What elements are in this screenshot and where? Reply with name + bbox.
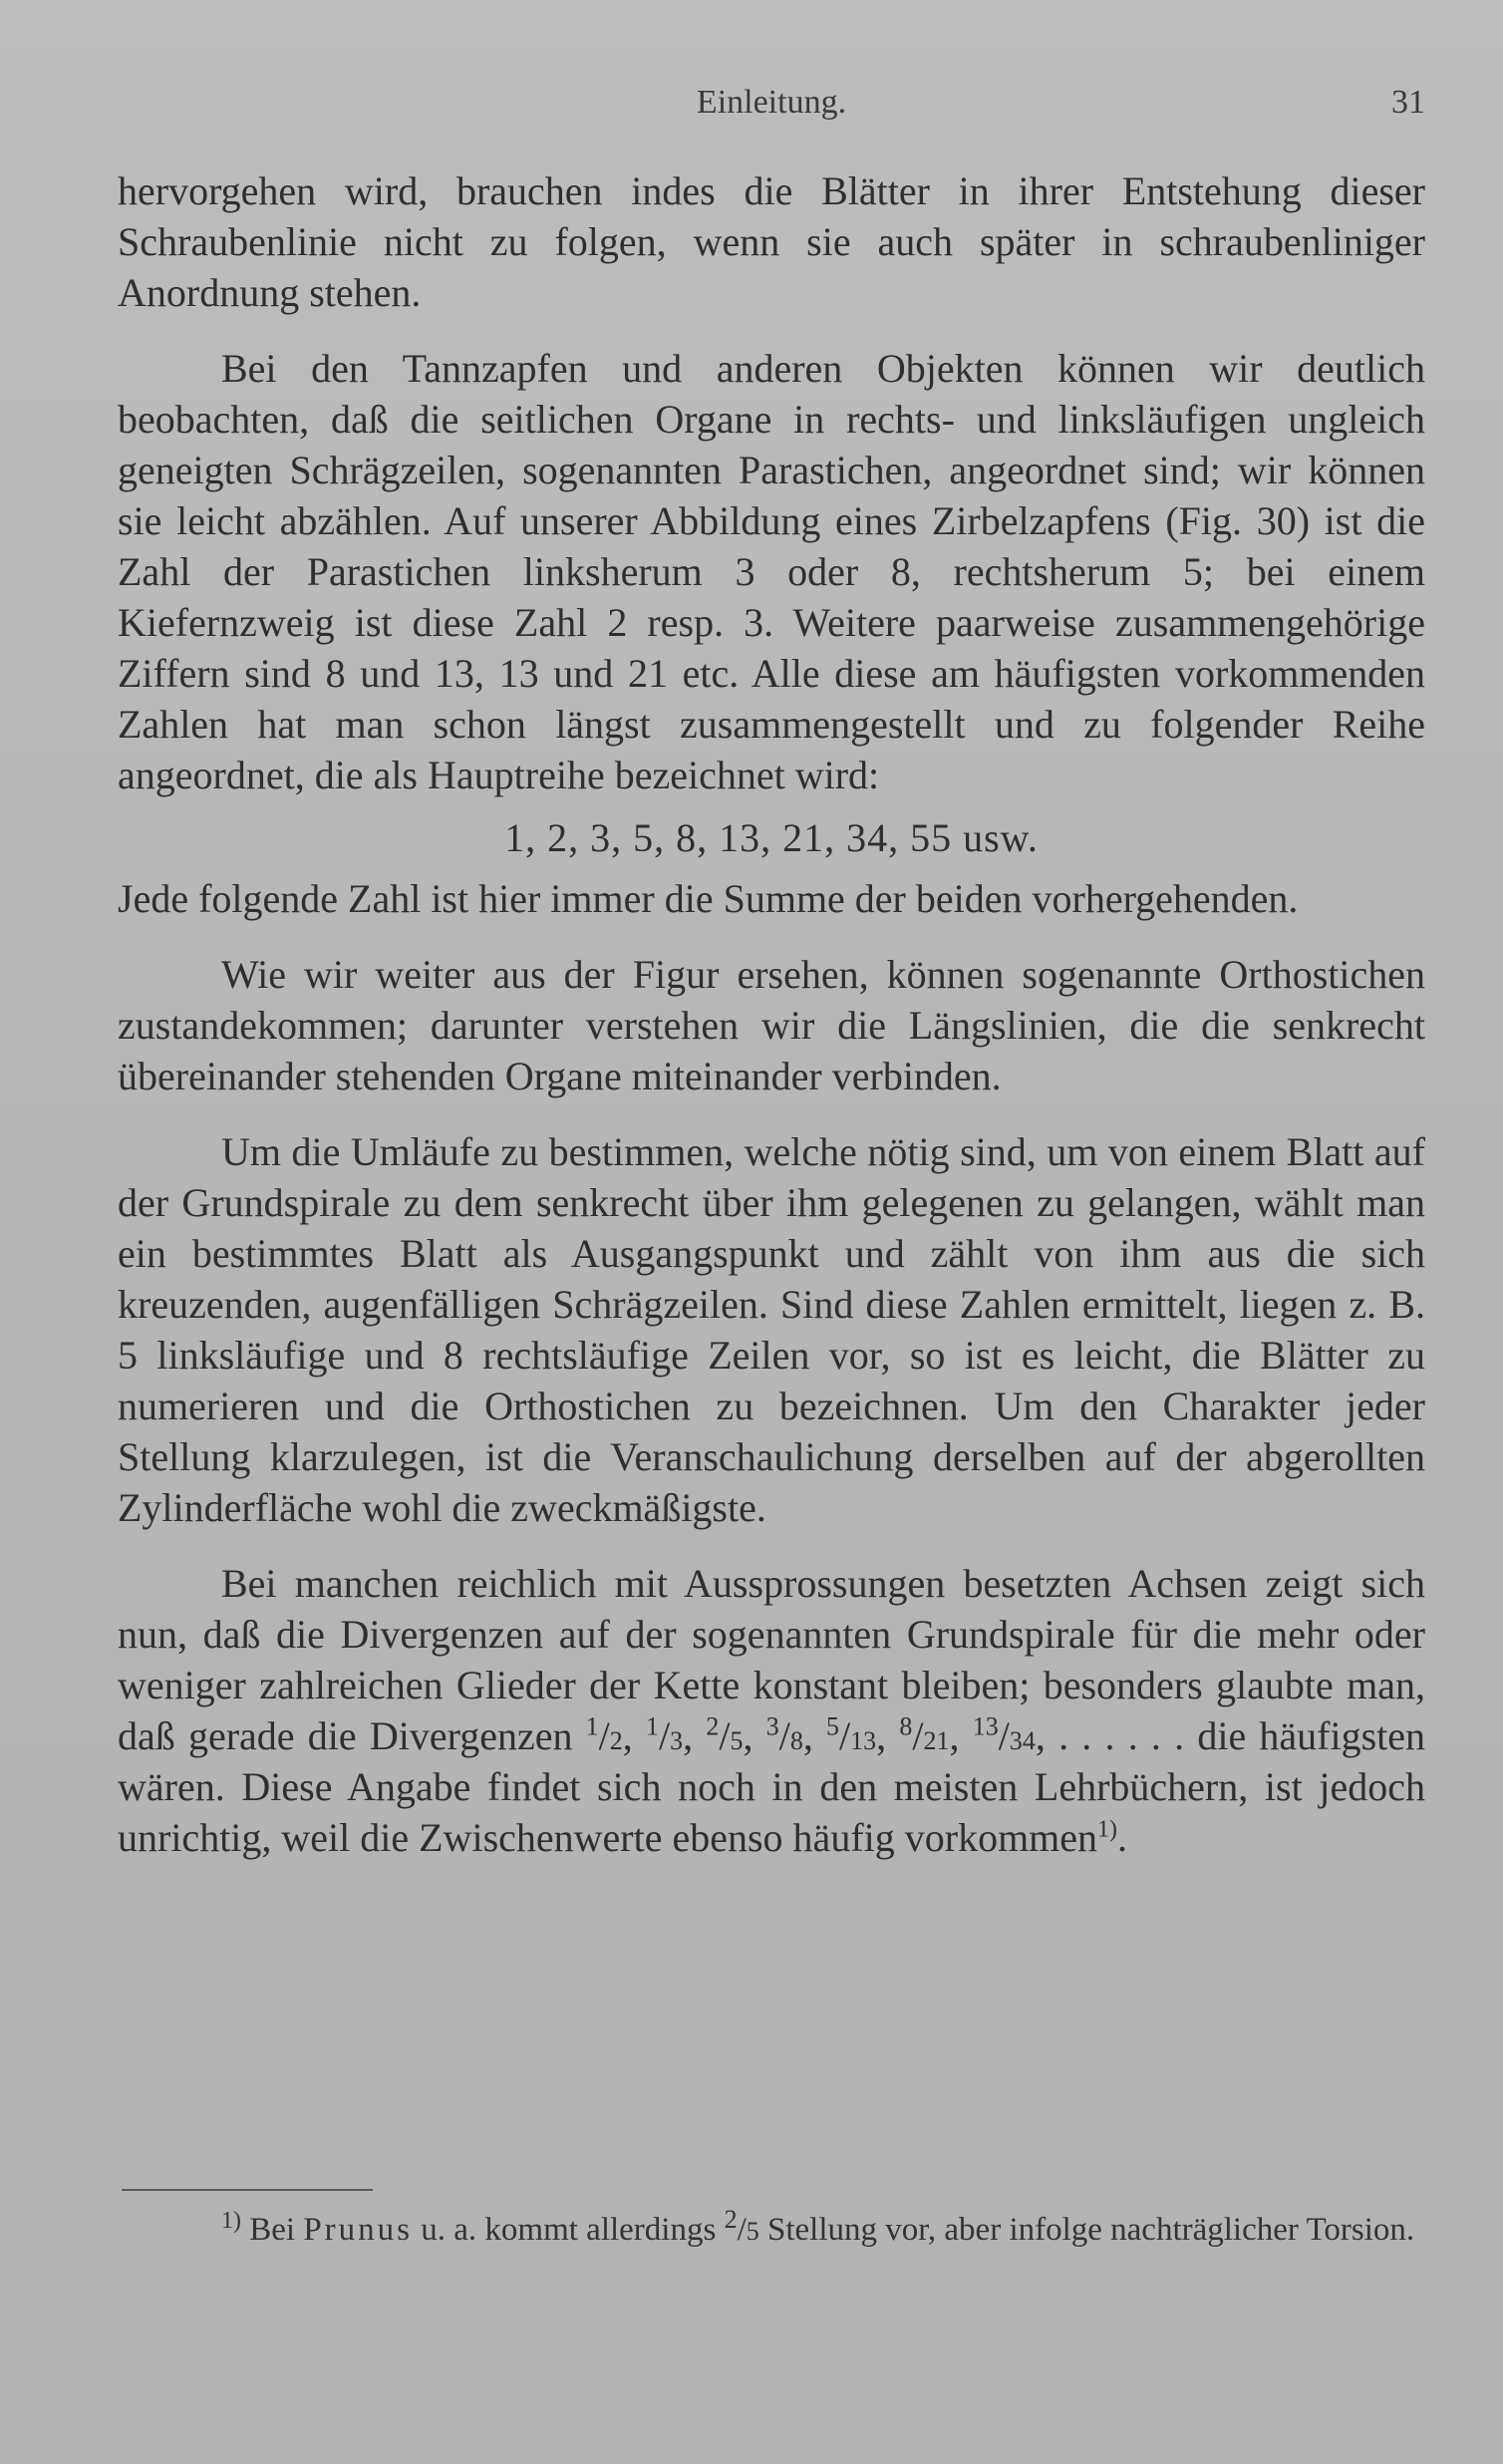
footnote-genus: Prunus <box>303 2212 414 2248</box>
fraction-6: $^8$/21 <box>899 1711 950 1758</box>
footnote <box>118 2207 1425 2253</box>
footnote-marker: 1) <box>221 2208 241 2234</box>
footnote-text-end: Stellung vor, aber infolge nachträglicher Torsion. <box>766 2212 1415 2248</box>
page-number: 31 <box>1391 84 1425 121</box>
paragraph-end-punctuation: . <box>1117 1815 1128 1860</box>
paragraph-umlaeufe: Um die Umläufe zu bestimmen, welche nötig sind, um von einem Blatt auf der Grundspirale zu dem senkrecht über ihm gelegenen zu gelangen, wählt man ein bestimmtes Blatt als Ausgangspunkt und zählt von ihm aus die sich kreuzenden, augenfälligen Schrägzeilen. Sind diese Zahlen ermittelt, liegen z. B. 5 linksläufige und 8 rechtsläufige Zeilen vor, so ist es leicht, die Blätter zu numerieren und die Orthostichen zu bezeichnen. Um den Charakter jeder Stellung klarzulegen, ist die Veranschaulichung derselben auf der abgerollten Zylinderfläche wohl die zweckmäßigste. <box>118 1129 1425 1530</box>
paragraph-parastichen: Bei den Tannzapfen und anderen Objekten können wir deutlich beobachten, daß die seitlichen Organe in rechts- und linksläufigen ungleich geneigten Schrägzeilen, sogenannten Parastichen, angeordnet sind; wir können sie leicht abzählen. Auf unserer Abbildung eines Zirbelzapfens (Fig. 30) ist die Zahl der Parastichen linksherum 3 oder 8, rechtsherum 5; bei einem Kiefernzweig ist diese Zahl 2 resp. 3. Weitere paarweise zusammengehörige Ziffern sind 8 und 13, 13 und 21 etc. Alle diese am häufigsten vorkommenden Zahlen hat man schon längst zusammengestellt und zu folgender Reihe angeordnet, die als Hauptreihe bezeichnet wird: <box>118 346 1425 797</box>
running-head <box>118 84 1425 134</box>
footnote-fraction: $^2$/5 <box>724 2205 759 2248</box>
footnote-text-start: Bei <box>249 2212 296 2248</box>
fraction-2: $^1$/3 <box>646 1711 684 1758</box>
fraction-5: $^5$/13 <box>826 1711 877 1758</box>
footnote-rule <box>122 2189 373 2191</box>
footnote-text-middle: u. a. kommt allerdings <box>421 2212 717 2248</box>
paragraph-divergenzen <box>118 1558 1425 1863</box>
running-title: Einleitung. <box>696 84 847 121</box>
fraction-7: $^{13}$/34 <box>972 1711 1036 1758</box>
paragraph-orthostichen: Wie wir weiter aus der Figur ersehen, können sogenannte Orthostichen zustandekommen; darunter verstehen wir die Längslinien, die die senkrecht übereinander stehenden Organe miteinander verbinden. <box>118 952 1425 1098</box>
fraction-4: $^3$/8 <box>765 1711 803 1758</box>
fraction-1: $^1$/2 <box>585 1711 623 1758</box>
fraction-3: $^2$/5 <box>706 1711 744 1758</box>
divergenzen-text-start: Bei manchen reichlich mit Aussprossungen besetzten Achsen zeigt sich nun, daß die Divergenzen auf der sogenannten Grundspirale für die mehr oder weniger zahlreichen Glieder der Kette konstant bleiben; besonders glaubte man, daß gerade die Divergenzen <box>118 1561 1425 1758</box>
divergenzen-text-end: , . . . . . . die häufigsten wären. Diese Angabe findet sich noch in den meisten Lehrbüchern, ist jedoch unrichtig, weil die Zwischenwerte ebenso häufig vorkommen <box>118 1713 1426 1860</box>
body-text <box>118 165 1425 1863</box>
paragraph-summe: Jede folgende Zahl ist hier immer die Summe der beiden vorhergehenden. <box>118 876 1299 921</box>
fraction-series: $^1$/2, $^1$/3, $^2$/5, $^3$/8, $^5$/13, $^8$/21, $^{13}$/34 <box>585 1711 1036 1758</box>
number-series: 1, 2, 3, 5, 8, 13, 21, 34, 55 usw. <box>504 815 1039 860</box>
footnote-reference: 1) <box>1097 1816 1118 1843</box>
paragraph-continued: hervorgehen wird, brauchen indes die Blätter in ihrer Entstehung dieser Schraubenlinie nicht zu folgen, wenn sie auch später in schraubenliniger Anordnung stehen. <box>118 168 1425 315</box>
